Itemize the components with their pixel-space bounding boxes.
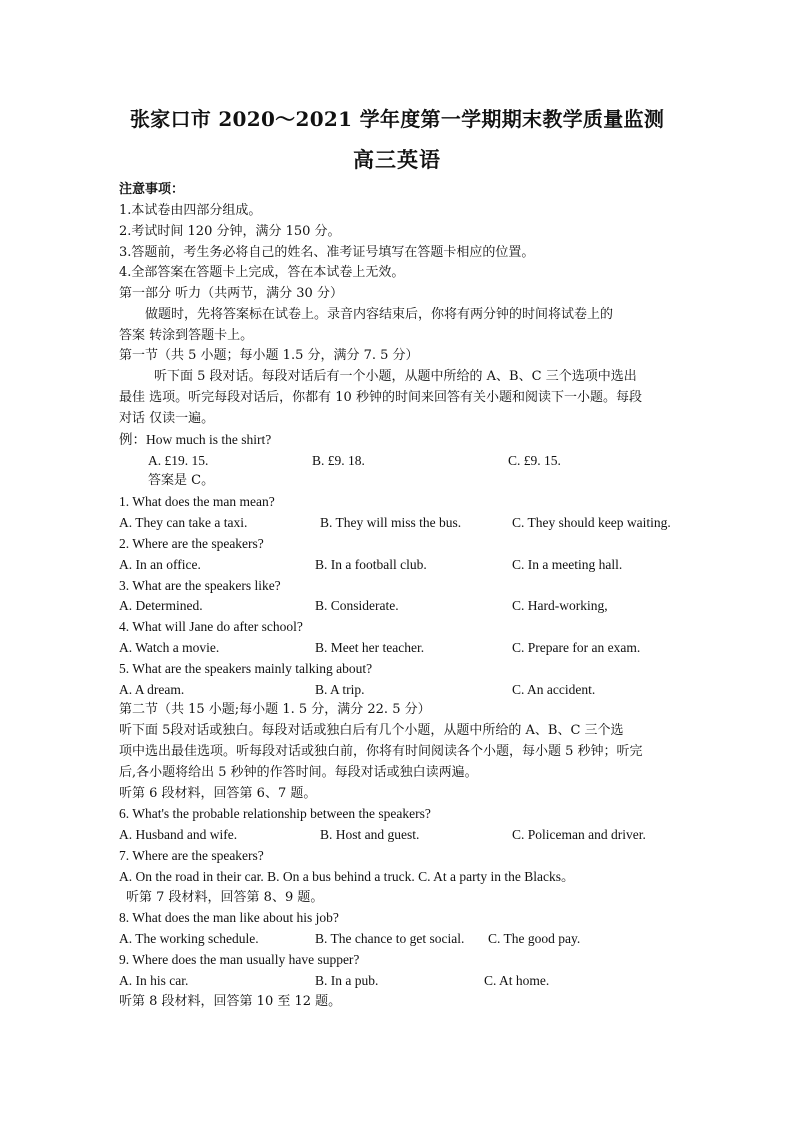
question: 8. What does the man like about his job?: [119, 910, 339, 925]
option-b: B. Meet her teacher.: [315, 640, 425, 655]
section2-intro: 项中选出最佳选项。听每段对话或独白前，你将有时间阅读各个小题，每小题 5 秒钟；听完: [119, 744, 643, 759]
option-c: C. Policeman and driver.: [512, 827, 646, 842]
example-option-b: B. £9. 18.: [312, 453, 365, 468]
option-a: A. A dream.: [119, 682, 185, 697]
question: 2. Where are the speakers?: [119, 536, 264, 551]
part1-heading: 第一部分 听力（共两节，满分 30 分）: [119, 286, 343, 301]
section2-intro: 后,各小题将给出 5 秒钟的作答时间。每段对话或独白读两遍。: [119, 765, 478, 780]
notice-heading: 注意事项：: [119, 182, 185, 197]
option-c: C. Hard-working,: [512, 598, 608, 613]
exam-subtitle: 高三英语: [353, 147, 441, 172]
notice-item: 4.全部答案在答题卡上完成，答在本试卷上无效。: [119, 265, 405, 280]
option-c: C. Prepare for an exam.: [512, 640, 641, 655]
example-option-c: C. £9. 15.: [508, 453, 561, 468]
exam-title: 张家口市 2020～2021 学年度第一学期期末教学质量监测: [129, 107, 665, 131]
option-c: C. In a meeting hall.: [512, 557, 623, 572]
section1-intro: 听下面 5 段对话。每段对话后有一个小题，从题中所给的 A、B、C 三个选项中选出: [154, 369, 637, 384]
option-b: B. In a football club.: [315, 557, 427, 572]
question: 6. What's the probable relationship between the speakers?: [119, 806, 431, 821]
section2-intro: 听下面 5段对话或独白。每段对话或独白后有几个小题，从题中所给的 A、B、C 三个选: [119, 723, 624, 738]
option-b: B. They will miss the bus.: [320, 515, 462, 530]
material-heading: 听第 6 段材料，回答第 6、7 题。: [119, 786, 317, 801]
section1-heading: 第一节（共 5 小题；每小题 1.5 分，满分 7. 5 分）: [119, 348, 419, 363]
option-c: C. At home.: [484, 973, 550, 988]
notice-item: 2.考试时间 120 分钟，满分 150 分。: [119, 224, 341, 239]
option-c: C. The good pay.: [488, 931, 581, 946]
material-heading: 听第 8 段材料，回答第 10 至 12 题。: [119, 994, 342, 1009]
part1-intro: 答案 转涂到答题卡上。: [119, 328, 254, 343]
option-c: C. An accident.: [512, 682, 596, 697]
option-c: C. They should keep waiting.: [512, 515, 671, 530]
example-option-a: A. £19. 15.: [148, 453, 209, 468]
question: 9. Where does the man usually have supper?: [119, 952, 360, 967]
question: 3. What are the speakers like?: [119, 578, 281, 593]
option-a: A. They can take a taxi.: [119, 515, 248, 530]
material-heading: 听第 7 段材料，回答第 8、9 题。: [126, 890, 324, 905]
notice-item: 3.答题前，考生务必将自己的姓名、准考证号填写在答题卡相应的位置。: [119, 245, 535, 260]
option-a: A. Watch a movie.: [119, 640, 220, 655]
option-b: B. In a pub.: [315, 973, 379, 988]
question: 4. What will Jane do after school?: [119, 619, 303, 634]
part1-intro: 做题时，先将答案标在试卷上。录音内容结束后，你将有两分钟的时间将试卷上的: [145, 307, 614, 322]
option-b: B. The chance to get social.: [315, 931, 465, 946]
question: 7. Where are the speakers?: [119, 848, 264, 863]
option-a: A. In an office.: [119, 557, 201, 572]
question: 1. What does the man mean?: [119, 494, 275, 509]
option-a: A. The working schedule.: [119, 931, 259, 946]
example-answer: 答案是 C。: [148, 473, 215, 488]
option-a: A. Determined.: [119, 598, 203, 613]
notice-item: 1.本试卷由四部分组成。: [119, 203, 262, 218]
option-b: B. Considerate.: [315, 598, 399, 613]
options-line: A. On the road in their car. B. On a bus behind a truck. C. At a party in the Blacks。: [119, 869, 575, 884]
section1-intro: 对话 仅读一遍。: [119, 411, 215, 426]
section1-intro: 最佳 选项。听完每段对话后，你都有 10 秒钟的时间来回答有关小题和阅读下一小题。每段: [119, 390, 642, 405]
option-a: A. Husband and wife.: [119, 827, 238, 842]
question: 5. What are the speakers mainly talking about?: [119, 661, 373, 676]
option-b: B. A trip.: [315, 682, 365, 697]
option-b: B. Host and guest.: [320, 827, 420, 842]
option-a: A. In his car.: [119, 973, 189, 988]
example-question: 例：How much is the shirt?: [119, 432, 272, 447]
section2-heading: 第二节（共 15 小题;每小题 1. 5 分，满分 22. 5 分）: [119, 702, 431, 717]
